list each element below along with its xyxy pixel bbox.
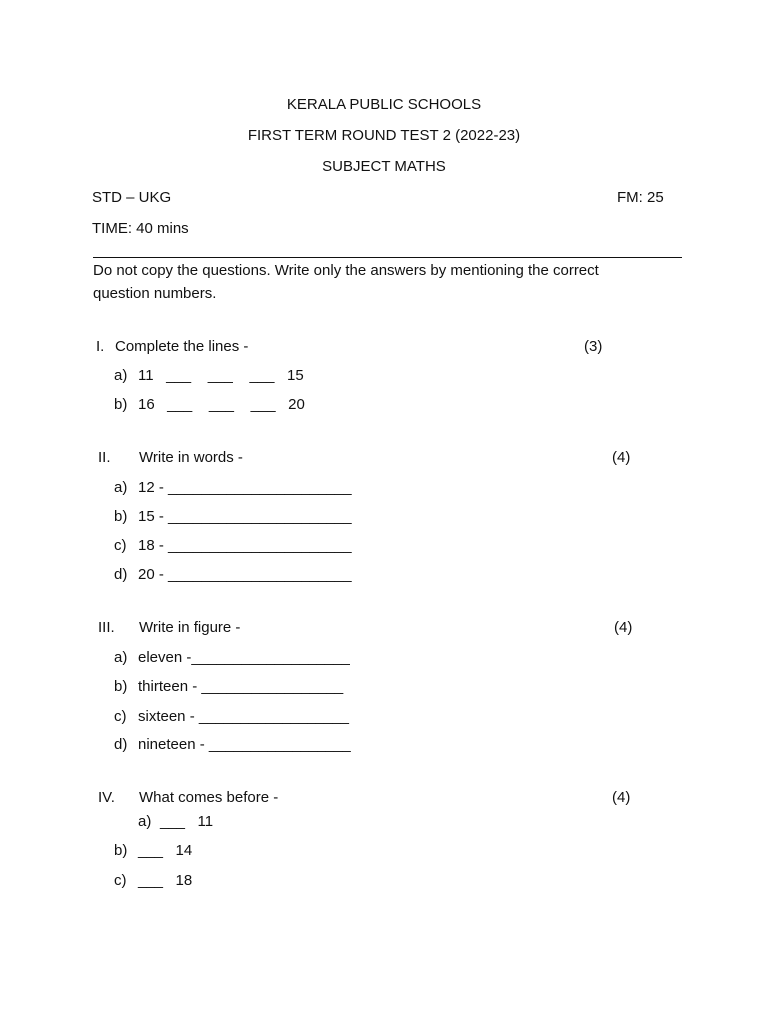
- std-label: STD – UKG: [92, 189, 172, 206]
- item-label: d): [114, 566, 128, 583]
- section-marks: (4): [612, 449, 631, 466]
- item-label: a): [114, 367, 128, 384]
- item-label: c): [114, 872, 127, 889]
- instruction-line-2: question numbers.: [93, 285, 217, 302]
- item-text: 11 ___ ___ ___ 15: [138, 367, 304, 384]
- item-label: c): [114, 537, 127, 554]
- item-label: b): [114, 842, 128, 859]
- section-number: III.: [98, 619, 115, 636]
- section-marks: (4): [614, 619, 633, 636]
- subject-title: SUBJECT MATHS: [322, 158, 446, 175]
- item-text: ___ 18: [138, 872, 193, 889]
- item-label: b): [114, 396, 128, 413]
- test-title: FIRST TERM ROUND TEST 2 (2022-23): [247, 127, 521, 144]
- section-marks: (3): [584, 338, 603, 355]
- section-title: Write in words -: [139, 449, 243, 466]
- school-name: KERALA PUBLIC SCHOOLS: [286, 96, 482, 113]
- item-text: ___ 14: [138, 842, 193, 859]
- section-number: IV.: [98, 789, 115, 806]
- item-text: thirteen - _________________: [138, 678, 344, 695]
- time-label: TIME: 40 mins: [92, 220, 189, 237]
- section-title: Write in figure -: [139, 619, 241, 636]
- full-marks-label: FM: 25: [617, 189, 664, 206]
- item-label: a): [114, 479, 128, 496]
- item-text: 18 - ______________________: [138, 537, 352, 554]
- item-text: nineteen - _________________: [138, 736, 351, 753]
- section-title: Complete the lines -: [115, 338, 249, 355]
- item-text: 20 - ______________________: [138, 566, 352, 583]
- item-text: 15 - ______________________: [138, 508, 352, 525]
- section-title: What comes before -: [139, 789, 279, 806]
- item-label: b): [114, 678, 128, 695]
- item-text: eleven -___________________: [138, 649, 350, 666]
- item-text: 16 ___ ___ ___ 20: [138, 396, 305, 413]
- section-number: II.: [98, 449, 111, 466]
- item-text: 12 - ______________________: [138, 479, 352, 496]
- item-text: sixteen - __________________: [138, 708, 350, 725]
- item-label: a): [138, 813, 152, 830]
- header-divider: [93, 257, 682, 258]
- item-label: a): [114, 649, 128, 666]
- section-marks: (4): [612, 789, 631, 806]
- item-label: d): [114, 736, 128, 753]
- section-number: I.: [96, 338, 105, 355]
- instruction-line-1: Do not copy the questions. Write only the answers by mentioning the correct: [93, 262, 599, 279]
- item-label: c): [114, 708, 127, 725]
- item-label: b): [114, 508, 128, 525]
- item-text: ___ 11: [160, 813, 214, 830]
